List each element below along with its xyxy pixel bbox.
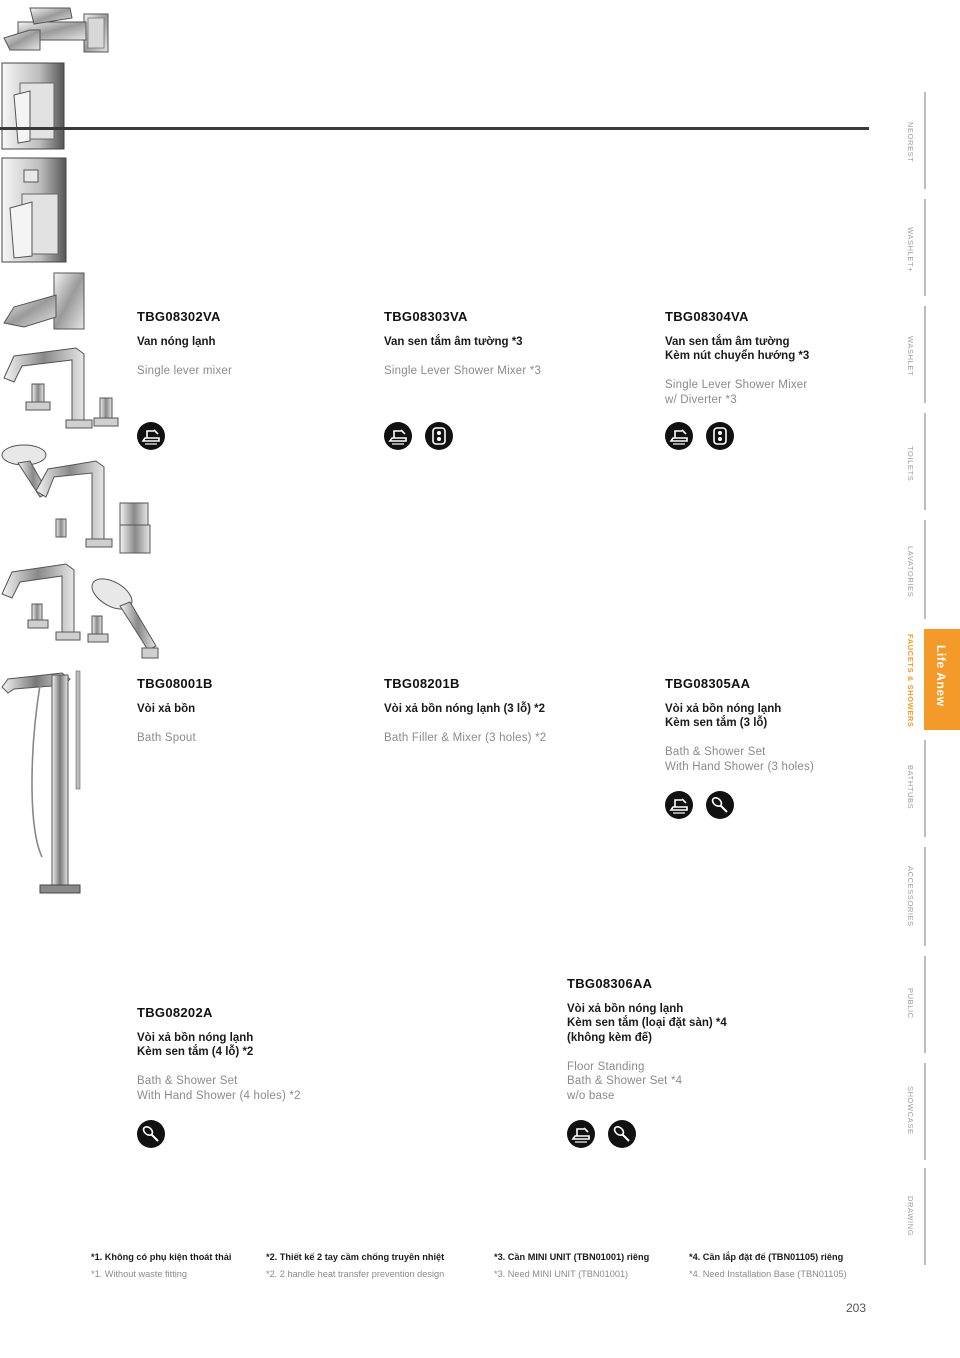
product-image-floor-standing-set xyxy=(0,667,92,897)
sidebar-item-accessories[interactable]: ACCESSORIES xyxy=(906,866,915,927)
product-name-vn: Vòi xả bồn nóng lạnh xyxy=(665,703,782,715)
page-number: 203 xyxy=(846,1301,867,1315)
sidebar-divider xyxy=(924,413,926,510)
product-name-vn: Van sen tắm âm tường xyxy=(665,336,790,348)
mini-unit-icon xyxy=(706,422,734,450)
product-name-en: Floor Standing xyxy=(567,1061,645,1073)
product-image-bath-filler xyxy=(0,344,130,436)
product-name-en: Bath & Shower Set xyxy=(137,1075,238,1087)
sidebar-item-washlet[interactable]: WASHLET xyxy=(906,336,915,377)
hand-shower-icon xyxy=(706,791,734,819)
bath-mixer-icon xyxy=(137,422,165,450)
bath-mixer-icon xyxy=(665,422,693,450)
product-name-en: Single Lever Shower Mixer xyxy=(665,379,808,391)
product-code: TBG08304VA xyxy=(665,309,749,324)
product-name-vn: Van nóng lạnh xyxy=(137,336,216,348)
product-name-vn: Kèm nút chuyển hướng *3 xyxy=(665,350,810,362)
product-name-en: Bath & Shower Set *4 xyxy=(567,1075,683,1087)
product-name-vn: Vòi xả bồn nóng lạnh (3 lỗ) *2 xyxy=(384,703,546,715)
product-code: TBG08306AA xyxy=(567,976,653,991)
product-name-en: Single lever mixer xyxy=(137,365,232,377)
product-image-wall-mixer xyxy=(0,0,112,56)
bath-mixer-icon xyxy=(384,422,412,450)
sidebar-item-public[interactable]: PUBLIC xyxy=(906,988,915,1019)
product-name-en: With Hand Shower (4 holes) *2 xyxy=(137,1090,301,1102)
sidebar-divider xyxy=(924,306,926,403)
footnote-vn: *3. Cần MINI UNIT (TBN01001) riêng xyxy=(494,1252,650,1262)
footnote-en: *4. Need Installation Base (TBN01105) xyxy=(689,1269,847,1279)
hand-shower-icon xyxy=(608,1120,636,1148)
hand-shower-icon xyxy=(137,1120,165,1148)
product-image-bath-shower-set-3 xyxy=(0,441,156,555)
product-name-vn: Kèm sen tắm (3 lỗ) xyxy=(665,717,768,729)
bath-mixer-icon xyxy=(567,1120,595,1148)
product-name-vn: Vòi xả bồn nóng lạnh xyxy=(567,1003,684,1015)
product-name-vn: (không kèm đế) xyxy=(567,1032,652,1044)
product-image-shower-mixer xyxy=(0,61,66,151)
sidebar-divider xyxy=(924,956,926,1053)
footnote-en: *1. Without waste fitting xyxy=(91,1269,188,1279)
product-name-vn: Van sen tắm âm tường *3 xyxy=(384,336,523,348)
product-name-vn: Vòi xả bồn nóng lạnh xyxy=(137,1032,254,1044)
footnote-en: *2. 2 handle heat transfer prevention design xyxy=(266,1269,445,1279)
active-section-label: Life Anew xyxy=(934,645,948,707)
sidebar-divider xyxy=(924,92,926,189)
product-code: TBG08201B xyxy=(384,676,460,691)
product-name-vn: Kèm sen tắm (loại đặt sàn) *4 xyxy=(567,1017,727,1029)
product-image-bath-spout xyxy=(0,269,88,339)
product-code: TBG08305AA xyxy=(665,676,751,691)
sidebar-divider xyxy=(924,740,926,837)
sidebar-divider xyxy=(924,1063,926,1160)
product-name-en: Single Lever Shower Mixer *3 xyxy=(384,365,542,377)
footnote-en: *3. Need MINI UNIT (TBN01001) xyxy=(494,1269,629,1279)
product-name-vn: Kèm sen tắm (4 lỗ) *2 xyxy=(137,1046,254,1058)
sidebar-item-bathtubs[interactable]: BATHTUBS xyxy=(906,765,915,810)
product-image-shower-mixer-diverter xyxy=(0,156,68,264)
product-code: TBG08001B xyxy=(137,676,213,691)
header-rule xyxy=(0,127,869,130)
sidebar-item-faucets-showers[interactable]: FAUCETS & SHOWERS xyxy=(906,634,915,728)
sidebar-item-drawing[interactable]: DRAWING xyxy=(906,1196,915,1237)
sidebar-divider xyxy=(924,847,926,946)
product-name-en: Bath Spout xyxy=(137,732,196,744)
sidebar-item-washlet-plus[interactable]: WASHLET+ xyxy=(906,227,915,273)
sidebar-item-lavatories[interactable]: LAVATORIES xyxy=(906,546,915,598)
footnote-vn: *1. Không có phụ kiện thoát thải xyxy=(91,1252,232,1262)
sidebar-item-toilets[interactable]: TOILETS xyxy=(906,446,915,482)
sidebar-divider xyxy=(924,1168,926,1265)
product-name-vn: Vòi xả bồn xyxy=(137,703,196,715)
product-name-en: w/o base xyxy=(567,1090,615,1102)
sidebar-item-showcase[interactable]: SHOWCASE xyxy=(906,1086,915,1135)
footnote-vn: *2. Thiết kế 2 tay cầm chống truyền nhiệt xyxy=(266,1252,445,1262)
bath-mixer-icon xyxy=(665,791,693,819)
product-name-en: Bath & Shower Set xyxy=(665,746,766,758)
sidebar-divider xyxy=(924,199,926,296)
product-name-en: With Hand Shower (3 holes) xyxy=(665,761,815,773)
product-name-en: Bath Filler & Mixer (3 holes) *2 xyxy=(384,732,547,744)
sidebar-divider xyxy=(924,520,926,619)
product-image-bath-shower-set-4 xyxy=(0,560,160,662)
active-section-tab[interactable] xyxy=(924,629,960,730)
sidebar-item-neorest[interactable]: NEOREST xyxy=(906,122,915,163)
product-code: TBG08303VA xyxy=(384,309,468,324)
footnote-vn: *4. Cần lắp đặt đế (TBN01105) riêng xyxy=(689,1252,844,1262)
mini-unit-icon xyxy=(425,422,453,450)
product-name-en: w/ Diverter *3 xyxy=(665,394,737,406)
product-code: TBG08202A xyxy=(137,1005,213,1020)
product-code: TBG08302VA xyxy=(137,309,221,324)
